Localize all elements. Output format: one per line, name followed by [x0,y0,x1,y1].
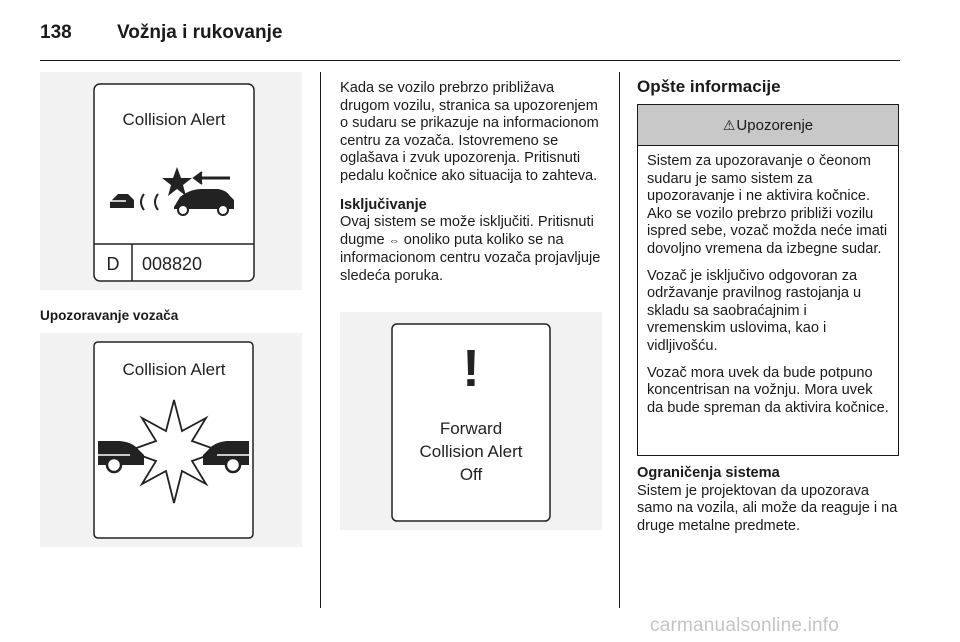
figure1-caption: Upozoravanje vozača [40,308,179,323]
figure-collision-alert-display [40,72,302,290]
intro-paragraph: Kada se vozilo prebrzo približava drugom vozilu, stranica sa upozorenjem o sudaru se prikazuje na informacionom centru za vozača. Istovremeno se oglašava i zvuk upozorenja. Pritisnuti pedalu kočnice ako situacija to zahteva. [340,80,599,184]
column-divider-left [320,72,321,608]
watermark: carmanualsonline.info [650,615,840,636]
column-divider-right [619,72,620,608]
figure-collision-alert-star [40,333,302,547]
figure-fca-off [340,312,602,530]
limits-paragraph: Sistem je projektovan da upozorava samo na vozila, ali može da reaguje i na druge metalne predmete. [637,482,898,534]
button-symbol-icon: ⇔ [388,234,400,247]
warning-paragraph-2: Vozač je isključivo odgovoran za održavanje pravilnog rastojanja u skladu sa saobraćajnim i vremenskim uslovima, kao i vidljivošću. [647,267,862,354]
subhead-disable: Isključivanje [340,196,427,213]
warning-label: Upozorenje [736,116,814,134]
figure2-title: Collision Alert [122,360,226,379]
disable-paragraph: Ovaj sistem se može isključiti. Pritisnuti dugme ⇔ onoliko puta koliko se na informacionom centru vozača projavljuje sledeća poruka. [340,214,601,284]
figure1-code: 008820 [142,254,203,274]
figure3-line2: Collision Alert [419,442,523,461]
warning-box [637,104,899,456]
page-number: 138 [40,22,72,43]
column3-limits [637,465,905,546]
page-heading: Vožnja i rukovanje [117,22,283,43]
column2-text [340,80,606,297]
warning-paragraph-1: Sistem za upozoravanje o čeonom sudaru je samo sistem za upozoravanje i ne aktivira kočnice. Ako se vozilo prebrzo približi vozilu ispred sebe, vozač možda neće imati dovoljno vremena da izbegne sudar. [647,153,888,257]
header-rule [40,60,900,61]
figure3-line3: Off [459,465,483,484]
warning-header [638,105,898,146]
figure3-line1: Forward [439,419,503,438]
exclamation-icon: ! [462,340,480,398]
warning-paragraph-3: Vozač mora uvek da bude potpuno koncentrisan na vožnju. Mora uvek da bude spreman da aktivira kočnice. [647,364,889,416]
subhead-limits: Ograničenja sistema [637,465,780,481]
figure1-letter: D [106,254,120,274]
warning-body [638,146,898,417]
figure1-title: Collision Alert [122,110,226,129]
section-title-general: Opšte informacije [637,77,781,96]
warning-triangle-icon: ⚠ [722,116,736,133]
